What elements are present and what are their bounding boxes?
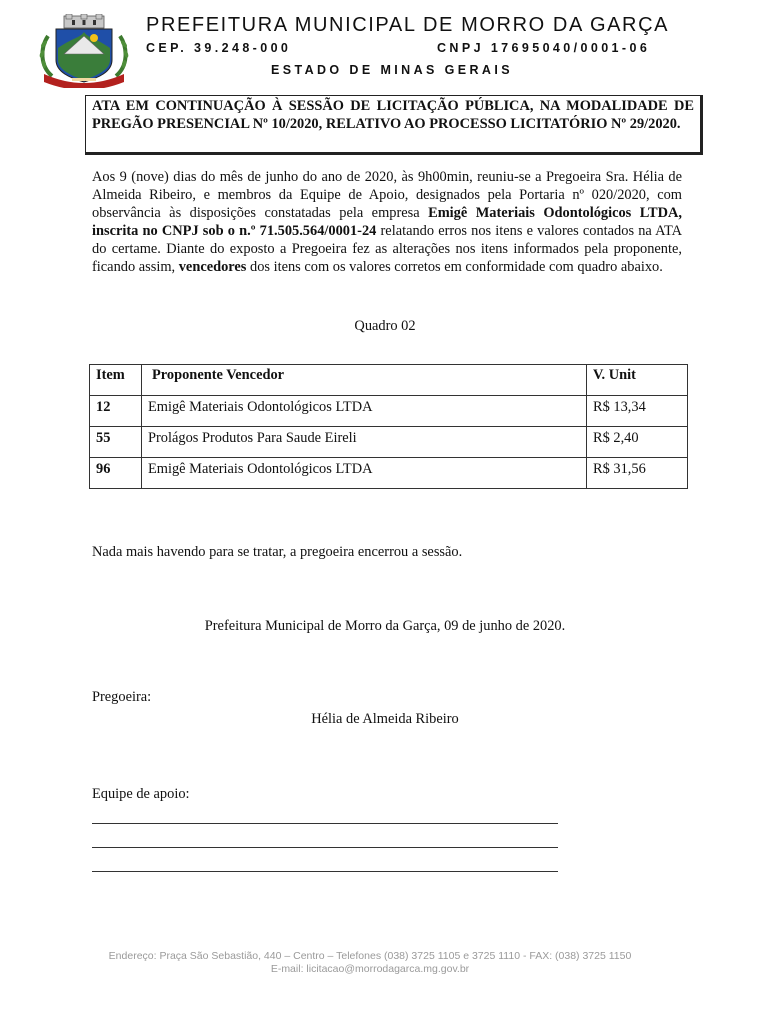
body-paragraph <box>92 168 682 276</box>
signature-line <box>92 847 558 848</box>
header-cnpj: CNPJ 17695040/0001-06 <box>437 41 651 55</box>
cell-valor: R$ 13,34 <box>587 396 688 427</box>
header-cep: CEP. 39.248-000 <box>146 41 292 55</box>
footer-address: Endereço: Praça São Sebastião, 440 – Centro – Telefones (038) 3725 1105 e 3725 1110 - FAX: (038) 3725 1150 <box>108 950 632 962</box>
table-row <box>90 396 688 427</box>
signature-line <box>92 823 558 824</box>
cell-valor: R$ 31,56 <box>587 458 688 489</box>
cell-item: 55 <box>90 427 142 458</box>
paragraph-text: dos itens com os valores corretos em conformidade com quadro abaixo. <box>246 259 663 275</box>
paragraph-vencedores-bold: vencedores <box>178 259 247 275</box>
equipe-label: Equipe de apoio: <box>92 786 190 802</box>
cell-valor: R$ 2,40 <box>587 427 688 458</box>
table-row <box>90 427 688 458</box>
quadro-label: Quadro 02 <box>354 318 416 334</box>
signature-line <box>92 871 558 872</box>
header-valor: V. Unit <box>587 365 688 396</box>
paragraph-text: relatando erros nos itens e valores contados na ATA do certame. Diante do exposto a Pregoeira fez as alterações nos itens informados pela proponente, ficando assim, <box>92 223 682 275</box>
cell-item: 96 <box>90 458 142 489</box>
header-title: PREFEITURA MUNICIPAL DE MORRO DA GARÇA <box>146 14 670 36</box>
table-row <box>90 458 688 489</box>
table-header-row <box>90 365 688 396</box>
cell-proponente: Emigê Materiais Odontológicos LTDA <box>142 396 587 427</box>
winners-table <box>89 364 688 489</box>
paragraph-text: Aos 9 (nove) dias do mês de junho do ano de 2020, às 9h00min, reuniu-se a Pregoeira Sra. Hélia de Almeida Ribeiro, e membros da Equipe de Apoio, designados pela Portaria nº 020/2020, com observância às disposições constatadas pela empresa <box>92 169 682 221</box>
pregoeira-name: Hélia de Almeida Ribeiro <box>311 711 459 727</box>
footer <box>0 950 740 976</box>
dateline: Prefeitura Municipal de Morro da Garça, 09 de junho de 2020. <box>204 618 566 634</box>
closing-text: Nada mais havendo para se tratar, a pregoeira encerrou a sessão. <box>92 544 463 560</box>
cell-proponente: Emigê Materiais Odontológicos LTDA <box>142 458 587 489</box>
paragraph-company-bold: Emigê Materiais Odontológicos LTDA, inscrita no CNPJ sob o n.º 71.505.564/0001-24 <box>92 205 682 239</box>
header-item: Item <box>90 365 142 396</box>
cell-item: 12 <box>90 396 142 427</box>
cell-proponente: Prolágos Produtos Para Saude Eireli <box>142 427 587 458</box>
pregoeira-label: Pregoeira: <box>92 689 152 705</box>
ata-title-box: ATA EM CONTINUAÇÃO À SESSÃO DE LICITAÇÃO PÚBLICA, NA MODALIDADE DE PREGÃO PRESENCIAL Nº 10/2020, RELATIVO AO PROCESSO LICITATÓRIO Nº 29/2020. <box>85 95 703 155</box>
header-proponente: Proponente Vencedor <box>142 365 587 396</box>
header-state: ESTADO DE MINAS GERAIS <box>271 63 513 77</box>
municipal-coat-of-arms-icon <box>34 14 134 88</box>
footer-email: E-mail: licitacao@morrodagarca.mg.gov.br <box>270 963 470 975</box>
